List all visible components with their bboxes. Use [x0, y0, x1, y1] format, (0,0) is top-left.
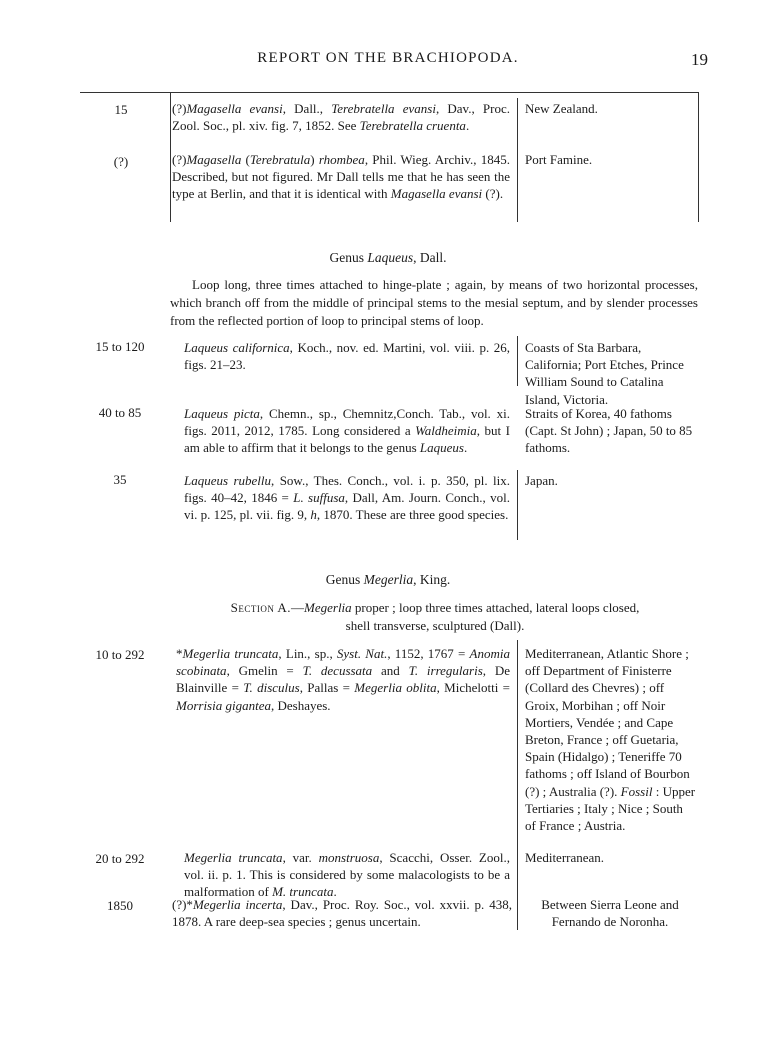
species-entry: Laqueus picta, Chemn., sp., Chemnitz,Conch. Tab., vol. xi. figs. 2011, 2012, 1785. Long considered a Waldheimia, but I am able to affirm that it belongs to the genus Laqueus. — [184, 406, 510, 456]
page-number: 19 — [691, 50, 708, 69]
running-header: REPORT ON THE BRACHIOPODA. — [257, 50, 519, 66]
depth-cell: 35 — [113, 472, 127, 487]
genus-heading: Genus Laqueus, Dall. — [329, 250, 447, 265]
locality-cell: Mediterranean, Atlantic Shore ; off Department of Finisterre (Collard des Chevres) ; off Groix, Morbihan ; off Noir Mortiers, Vendée ; and Cape Breton, France ; off Guetaria, Spain (Hidalgo) ; Teneriffe 70 fathoms ; off Island of Bourbon (?) ; Australia (?). Fossil : Upper Tertiaries ; Italy ; Nice ; South of France ; Austria. — [525, 646, 696, 834]
depth-cell: 20 to 292 — [95, 851, 145, 866]
species-entry: Megerlia truncata, var. monstruosa, Scacchi, Osser. Zool., vol. ii. p. 1. This is considered by some malacologists to be a malformation of M. truncata. — [184, 850, 510, 900]
depth-cell: (?) — [113, 154, 129, 169]
table-top-rule — [80, 92, 698, 93]
depth-cell: 15 — [114, 102, 128, 117]
depth-cell: 40 to 85 — [98, 405, 142, 420]
species-entry: *Megerlia truncata, Lin., sp., Syst. Nat., 1152, 1767 = Anomia scobinata, Gmelin = T. decussata and T. irregularis, De Blainville = T. disculus, Pallas = Megerlia oblita, Michelotti = Morrisia gigantea, Deshayes. — [176, 646, 510, 713]
column-rule-middle — [517, 336, 518, 386]
species-entry: (?)*Megerlia incerta, Dav., Proc. Roy. Soc., vol. xxvii. p. 438, 1878. A rare deep-sea species ; genus uncertain. — [172, 897, 512, 930]
species-entry: (?)Magasella evansi, Dall., Terebratella evansi, Dav., Proc. Zool. Soc., pl. xiv. fig. 7, 1852. See Terebratella cruenta. — [172, 101, 510, 134]
genus-heading: Genus Megerlia, King. — [325, 572, 451, 587]
section-heading: Section A.—Megerlia proper ; loop three times attached, lateral loops closed, shell transverse, sculptured (Dall). — [230, 600, 640, 633]
locality-cell: New Zealand. — [525, 101, 598, 116]
genus-description: Loop long, three times attached to hinge-plate ; again, by means of two horizontal processes, which branch off from the middle of principal stems to the mesial septum, and by slender processes from the reflected portion of loop to principal stems of loop. — [170, 277, 698, 329]
species-entry: Laqueus californica, Koch., nov. ed. Martini, vol. viii. p. 26, figs. 21–23. — [184, 340, 511, 373]
locality-cell: Between Sierra Leone and Fernando de Noronha. — [541, 897, 679, 930]
locality-cell: Mediterranean. — [525, 850, 605, 865]
column-rule-middle — [517, 640, 518, 930]
depth-cell: 1850 — [107, 898, 133, 913]
depth-cell: 15 to 120 — [95, 339, 145, 354]
locality-cell: Coasts of Sta Barbara, California; Port Etches, Prince William Sound to Catalina Island, Victoria. — [525, 340, 684, 407]
column-rule-middle — [517, 470, 518, 540]
depth-cell: 10 to 292 — [95, 647, 145, 662]
locality-cell: Straits of Korea, 40 fathoms (Capt. St John) ; Japan, 50 to 85 fathoms. — [525, 406, 693, 456]
locality-cell: Port Famine. — [525, 152, 593, 167]
column-rule-left — [170, 92, 171, 222]
species-entry: (?)Magasella (Terebratula) rhombea, Phil. Wieg. Archiv., 1845. Described, but not figured. Mr Dall tells me that he has seen the type at Berlin, and that it is identical with Magasella evansi (?). — [172, 152, 510, 202]
column-rule-middle — [517, 98, 518, 222]
locality-cell: Japan. — [525, 473, 558, 488]
species-entry: Laqueus rubellu, Sow., Thes. Conch., vol. i. p. 350, pl. lix. figs. 40–42, 1846 = L. suffusa, Dall, Am. Journ. Conch., vol. vi. p. 125, pl. vii. fig. 9, h, 1870. These are three good species. — [184, 473, 510, 523]
column-rule-right — [698, 92, 699, 222]
